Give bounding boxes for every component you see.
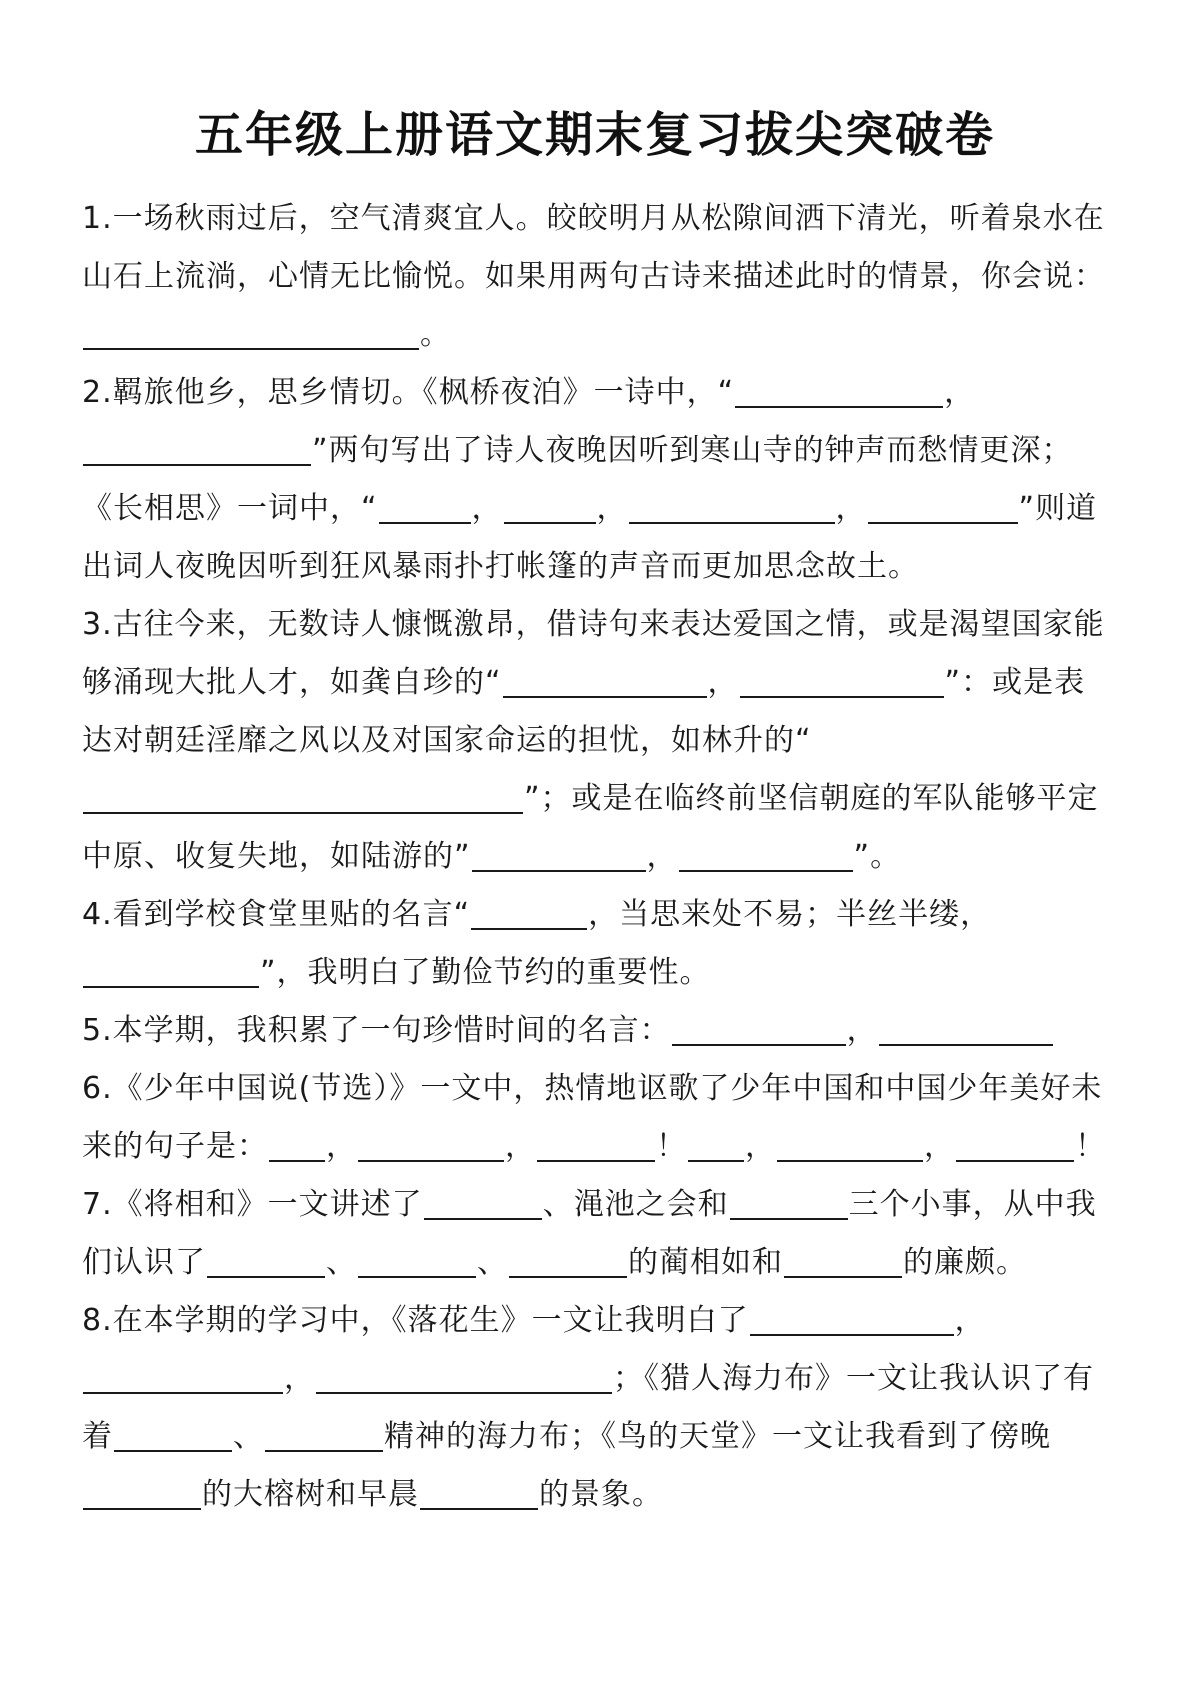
question-text: ， bbox=[745, 1129, 776, 1164]
answer-blank[interactable] bbox=[114, 1416, 232, 1452]
answer-blank[interactable] bbox=[509, 1242, 627, 1278]
question-text: ， bbox=[944, 375, 976, 410]
question-6 bbox=[82, 1060, 1112, 1176]
question-text: ， bbox=[924, 1129, 955, 1164]
answer-blank[interactable] bbox=[504, 488, 596, 524]
question-text: ！ bbox=[1075, 1129, 1106, 1164]
question-text: ；《猎人海力布》一文让我认识了有着 bbox=[82, 1361, 1094, 1454]
question-text: 羁旅他乡，思乡情切。《枫桥夜泊》一诗中，“ bbox=[112, 375, 735, 410]
answer-blank[interactable] bbox=[879, 1010, 1053, 1046]
question-number: 1. bbox=[82, 201, 113, 236]
question-text: 《将相和》一文讲述了 bbox=[112, 1187, 423, 1222]
question-number: 6. bbox=[82, 1071, 113, 1106]
question-text: 、 bbox=[477, 1245, 508, 1280]
answer-blank[interactable] bbox=[784, 1242, 902, 1278]
answer-blank[interactable] bbox=[750, 1300, 954, 1336]
question-text: 在本学期的学习中，《落花生》一文让我明白了 bbox=[112, 1303, 749, 1338]
question-text: ”两句写出了诗人夜晚因听到寒山寺的钟声而愁情更深；《长相思》一词中，“ bbox=[82, 433, 1073, 526]
answer-blank[interactable] bbox=[777, 1126, 923, 1162]
answer-blank[interactable] bbox=[503, 662, 707, 698]
question-text: 《少年中国说(节选）》一文中，热情地讴歌了少年中国和中国少年美好未来的句子是： bbox=[82, 1071, 1103, 1164]
answer-blank[interactable] bbox=[379, 488, 471, 524]
question-text: 精神的海力布；《鸟的天堂》一文让我看到了傍晚 bbox=[384, 1419, 1051, 1454]
answer-blank[interactable] bbox=[629, 488, 835, 524]
answer-blank[interactable] bbox=[316, 1358, 612, 1394]
question-text: ， bbox=[326, 1129, 357, 1164]
question-text: ”，我明白了勤俭节约的重要性。 bbox=[260, 955, 711, 990]
question-text: ， bbox=[707, 665, 739, 700]
question-text: 、渑池之会和 bbox=[542, 1187, 729, 1222]
answer-blank[interactable] bbox=[471, 894, 587, 930]
answer-blank[interactable] bbox=[472, 836, 646, 872]
answer-blank[interactable] bbox=[420, 1474, 538, 1510]
answer-blank[interactable] bbox=[269, 1126, 325, 1162]
question-text: 三个小事，从中我们认识了 bbox=[82, 1187, 1097, 1280]
answer-blank[interactable] bbox=[688, 1126, 744, 1162]
question-text: ，当思来处不易；半丝半缕， bbox=[588, 897, 992, 932]
question-text: ， bbox=[505, 1129, 536, 1164]
question-2 bbox=[82, 364, 1112, 596]
question-text: ， bbox=[846, 1013, 878, 1048]
question-text: ， bbox=[284, 1361, 315, 1396]
question-text: 、 bbox=[326, 1245, 357, 1280]
question-4 bbox=[82, 886, 1112, 1002]
question-text: ， bbox=[596, 491, 628, 526]
question-number: 8. bbox=[82, 1303, 113, 1338]
question-text: 的大榕树和早晨 bbox=[202, 1477, 419, 1512]
answer-blank[interactable] bbox=[730, 1184, 848, 1220]
answer-blank[interactable] bbox=[679, 836, 853, 872]
question-1 bbox=[82, 190, 1112, 364]
question-text: ， bbox=[471, 491, 503, 526]
answer-blank[interactable] bbox=[424, 1184, 542, 1220]
answer-blank[interactable] bbox=[868, 488, 1018, 524]
question-text: 一场秋雨过后，空气清爽宜人。皎皎明月从松隙间洒下清光，听着泉水在山石上流淌，心情无比愉悦。如果用两句古诗来描述此时的情景，你会说： bbox=[82, 201, 1105, 294]
question-text: ”；或是在临终前坚信朝庭的军队能够平定中原、收复失地，如陆游的” bbox=[82, 781, 1099, 874]
answer-blank[interactable] bbox=[358, 1126, 504, 1162]
question-text: ， bbox=[835, 491, 867, 526]
question-text: 看到学校食堂里贴的名言“ bbox=[112, 897, 471, 932]
question-text: ”则道出词人夜晚因听到狂风暴雨扑打帐篷的声音而更加思念故土。 bbox=[82, 491, 1098, 584]
question-7 bbox=[82, 1176, 1112, 1292]
answer-blank[interactable] bbox=[83, 430, 311, 466]
question-number: 4. bbox=[82, 897, 113, 932]
question-text: ！ bbox=[656, 1129, 687, 1164]
answer-blank[interactable] bbox=[83, 1358, 283, 1394]
question-text: 古往今来，无数诗人慷慨激昂，借诗句来表达爱国之情，或是渴望国家能够涌现大批人才，如龚自珍的“ bbox=[82, 607, 1105, 700]
worksheet-title: 五年级上册语文期末复习拔尖突破卷 bbox=[194, 107, 995, 163]
question-text: 的廉颇。 bbox=[903, 1245, 1027, 1280]
question-number: 5. bbox=[82, 1013, 113, 1048]
question-number: 7. bbox=[82, 1187, 113, 1222]
question-number: 3. bbox=[82, 607, 113, 642]
answer-blank[interactable] bbox=[740, 662, 944, 698]
question-text: 本学期，我积累了一句珍惜时间的名言： bbox=[112, 1013, 671, 1048]
question-text: 的蔺相如和 bbox=[628, 1245, 783, 1280]
question-number: 2. bbox=[82, 375, 113, 410]
question-text: 的景象。 bbox=[539, 1477, 663, 1512]
answer-blank[interactable] bbox=[672, 1010, 846, 1046]
question-text: 、 bbox=[233, 1419, 264, 1454]
question-text: 。 bbox=[420, 317, 451, 352]
answer-blank[interactable] bbox=[735, 372, 943, 408]
answer-blank[interactable] bbox=[207, 1242, 325, 1278]
question-5 bbox=[82, 1002, 1112, 1060]
answer-blank[interactable] bbox=[537, 1126, 655, 1162]
question-text: ”：或是表达对朝廷淫靡之风以及对国家命运的担忧，如林升的“ bbox=[82, 665, 1086, 758]
answer-blank[interactable] bbox=[358, 1242, 476, 1278]
answer-blank[interactable] bbox=[83, 314, 419, 350]
answer-blank[interactable] bbox=[956, 1126, 1074, 1162]
answer-blank[interactable] bbox=[83, 1474, 201, 1510]
question-list bbox=[82, 190, 1112, 1524]
question-8 bbox=[82, 1292, 1112, 1524]
question-text: ”。 bbox=[853, 839, 902, 874]
answer-blank[interactable] bbox=[265, 1416, 383, 1452]
question-3 bbox=[82, 596, 1112, 886]
question-text: ， bbox=[646, 839, 678, 874]
answer-blank[interactable] bbox=[83, 952, 259, 988]
question-text: ， bbox=[954, 1303, 986, 1338]
answer-blank[interactable] bbox=[83, 778, 523, 814]
